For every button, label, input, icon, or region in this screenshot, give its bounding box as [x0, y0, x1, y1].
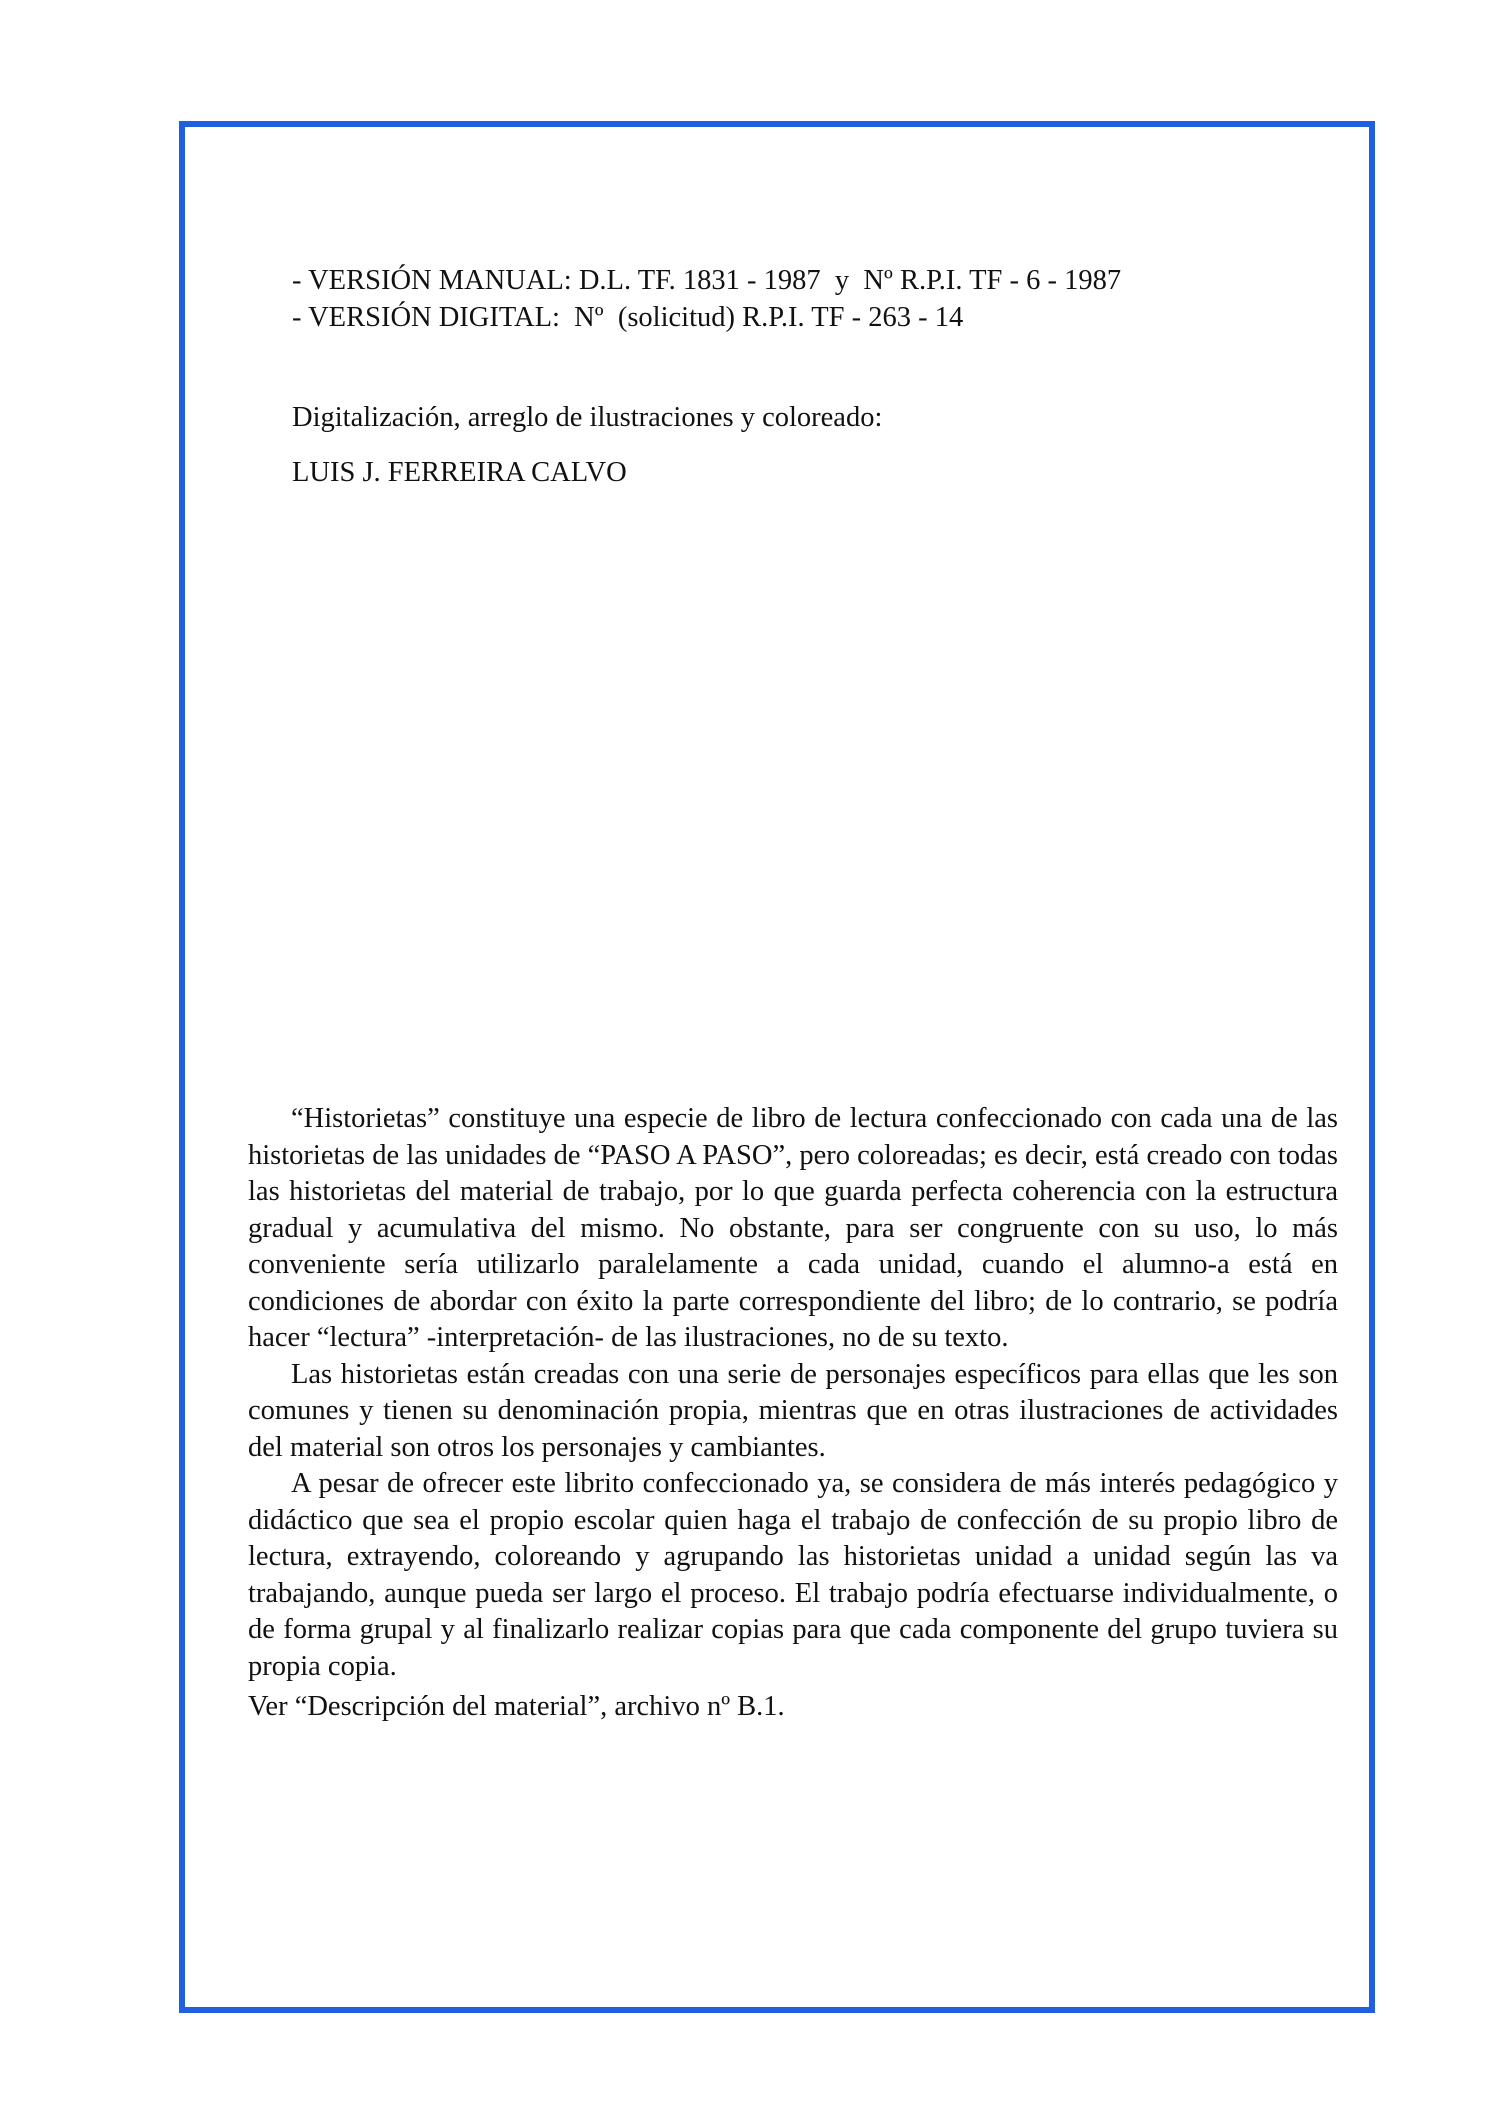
- registry-info: [292, 262, 1121, 336]
- description-paragraph: Las historietas están creadas con una serie de personajes específicos para ellas que les son comunes y tienen su denominación propia, mientras que en otras ilustraciones de actividades del material son otros los personajes y cambiantes.: [248, 1358, 1338, 1463]
- credits-name: LUIS J. FERREIRA CALVO: [292, 457, 627, 488]
- material-reference: Ver “Descripción del material”, archivo nº B.1.: [248, 1691, 785, 1722]
- description-paragraph: A pesar de ofrecer este librito confeccionado ya, se considera de más interés pedagógico y didáctico que sea el propio escolar quien haga el trabajo de confección de su propio libro de lectura, extrayendo, coloreando y agrupando las historietas unidad a unidad según las va trabajando, aunque pueda ser largo el proceso. El trabajo podría efectuarse individualmente, o de forma grupal y al finalizarlo realizar copias para que cada componente del grupo tuviera su propia copia.: [248, 1468, 1338, 1682]
- description-body: [248, 1101, 1338, 1685]
- digital-version-line: - VERSIÓN DIGITAL: Nº (solicitud) R.P.I. TF - 263 - 14: [292, 302, 964, 333]
- description-paragraph: “Historietas” constituye una especie de libro de lectura confeccionado con cada una de las historietas de las unidades de “PASO A PASO”, pero coloreadas; es decir, está creado con todas las historietas del material de trabajo, por lo que guarda perfecta coherencia con la estructura gradual y acumulativa del mismo. No obstante, para ser congruente con su uso, lo más conveniente sería utilizarlo paralelamente a cada unidad, cuando el alumno-a está en condiciones de abordar con éxito la parte correspondiente del libro; de lo contrario, se podría hacer “lectura” -interpretación- de las ilustraciones, no de su texto.: [248, 1103, 1338, 1353]
- manual-version-line: - VERSIÓN MANUAL: D.L. TF. 1831 - 1987 y Nº R.P.I. TF - 6 - 1987: [292, 265, 1122, 296]
- credits-heading: Digitalización, arreglo de ilustraciones y coloreado:: [292, 402, 883, 433]
